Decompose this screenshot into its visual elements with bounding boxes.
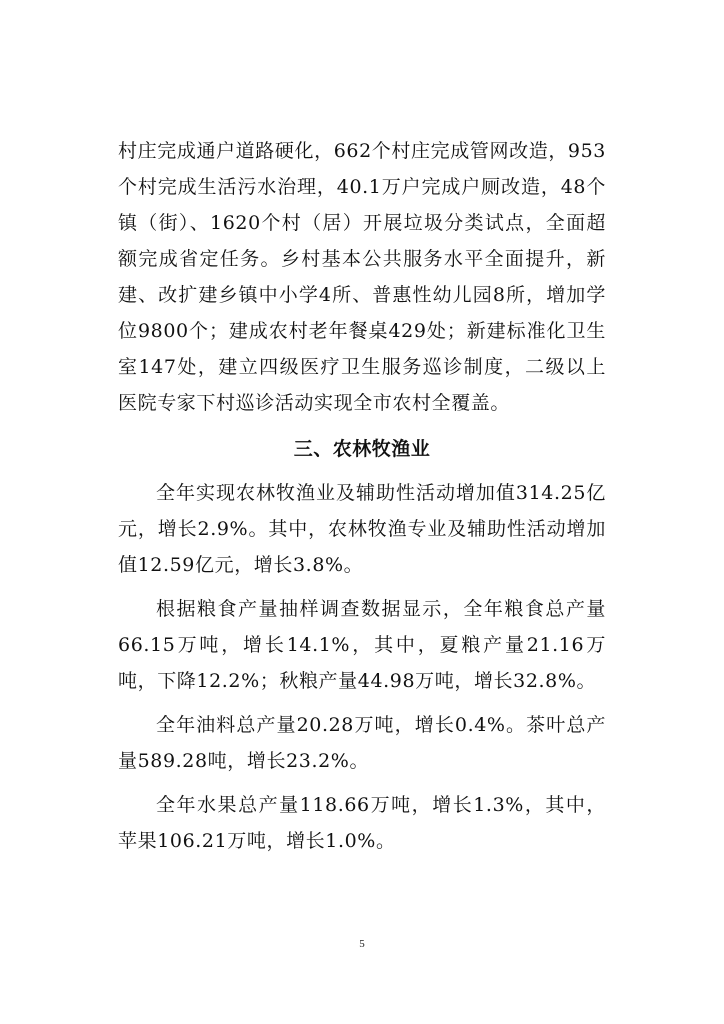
- paragraph-oil-tea-output: 全年油料总产量20.28万吨，增长0.4%。茶叶总产量589.28吨，增长23.2%。: [118, 714, 606, 772]
- section-title: 三、农林牧渔业: [293, 438, 431, 460]
- continued-paragraph: 村庄完成通户道路硬化，662个村庄完成管网改造，953个村完成生活污水治理，40.1万户完成户厕改造，48个镇（街）、1620个村（居）开展垃圾分类试点，全面超额完成省定任务。乡村基本公共服务水平全面提升，新建、改扩建乡镇中小学4所、普惠性幼儿园8所，增加学位9800个；建成农村老年餐桌429处；新建标准化卫生室147处，建立四级医疗卫生服务巡诊制度，二级以上医院专家下村巡诊活动实现全市农村全覆盖。: [118, 140, 606, 414]
- paragraph-fruit-output: 全年水果总产量118.66万吨，增长1.3%，其中，苹果106.21万吨，增长1.0%。: [118, 794, 606, 852]
- paragraph-grain-output: 根据粮食产量抽样调查数据显示，全年粮食总产量66.15万吨，增长14.1%，其中，夏粮产量21.16万吨，下降12.2%；秋粮产量44.98万吨，增长32.8%。: [118, 598, 606, 692]
- page-number: 5: [359, 938, 365, 950]
- document-body: [118, 133, 606, 859]
- paragraph-agriculture-value: 全年实现农林牧渔业及辅助性活动增加值314.25亿元，增长2.9%。其中，农林牧渔专业及辅助性活动增加值12.59亿元，增长3.8%。: [118, 482, 606, 576]
